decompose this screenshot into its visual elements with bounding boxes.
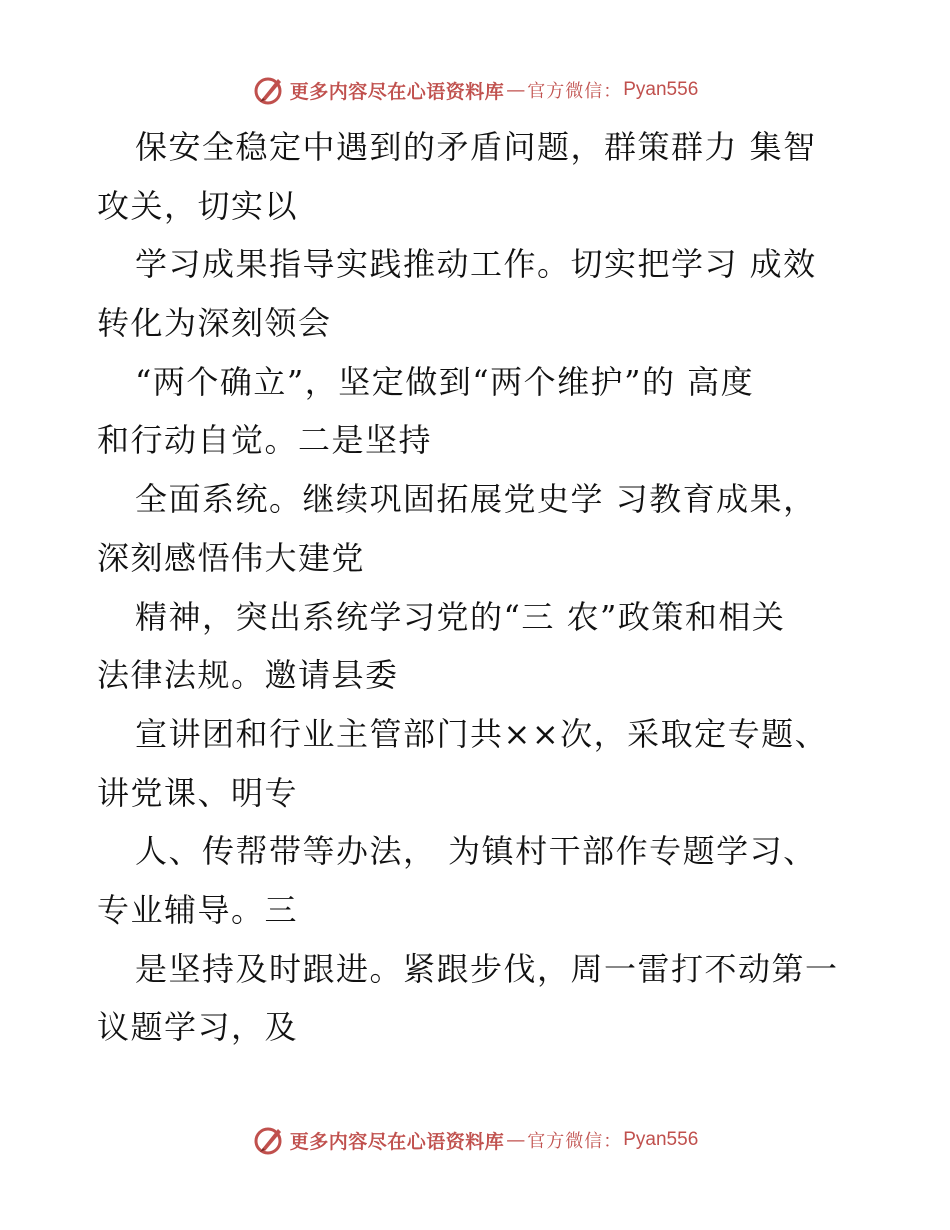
text-line-5: “两个确立”，坚定做到“两个维护”的 高度 bbox=[135, 362, 755, 401]
text-line-2: 攻关，切实以 bbox=[97, 186, 299, 225]
footer-brand-text: 更多内容尽在心语资料库 bbox=[289, 1130, 505, 1153]
text-line-1: 保安全稳定中遇到的矛盾问题，群策群力 集智 bbox=[135, 128, 817, 166]
text-line-15: 是坚持及时跟进。紧跟步伐，周一雷打不动第一 bbox=[135, 949, 839, 988]
text-line-16: 议题学习，及 bbox=[97, 1008, 299, 1047]
header-brand-text: 更多内容尽在心语资料库 bbox=[289, 80, 505, 103]
footer-colon: ： bbox=[603, 1131, 622, 1152]
text-line-7: 全面系统。继续巩固拓展党史学 习教育成果， bbox=[135, 480, 817, 519]
text-line-14: 专业辅导。三 bbox=[97, 890, 299, 929]
footer-wechat-label: 官方微信 bbox=[527, 1131, 604, 1152]
header-wechat-label: 官方微信 bbox=[527, 81, 604, 102]
footer-separator: — bbox=[506, 1129, 526, 1151]
text-line-6: 和行动自觉。二是坚持 bbox=[97, 421, 433, 460]
footer-watermark bbox=[0, 1120, 950, 1160]
text-line-13: 人、传帮带等办法， 为镇村干部作专题学习、 bbox=[135, 832, 817, 871]
text-line-8: 深刻感悟伟大建党 bbox=[97, 538, 366, 577]
header-watermark bbox=[0, 70, 950, 110]
text-line-3: 学习成果指导实践推动工作。切实把学习 成效 bbox=[135, 245, 817, 284]
header-colon: ： bbox=[603, 81, 622, 102]
quill-pen-logo-icon bbox=[252, 73, 286, 107]
text-line-9: 精神，突出系统学习党的“三 农”政策和相关 bbox=[135, 597, 786, 636]
document-body bbox=[97, 118, 857, 1057]
header-separator: — bbox=[506, 79, 526, 101]
footer-wechat-handle: Pyan556 bbox=[623, 1129, 699, 1150]
text-line-11: 宣讲团和行业主管部门共××次，采取定专题、 bbox=[135, 714, 829, 753]
text-line-12: 讲党课、明专 bbox=[97, 773, 299, 812]
quill-pen-logo-icon bbox=[252, 1123, 286, 1157]
text-line-10: 法律法规。邀请县委 bbox=[97, 656, 399, 695]
header-wechat-handle: Pyan556 bbox=[623, 79, 699, 100]
text-line-4: 转化为深刻领会 bbox=[97, 304, 332, 343]
